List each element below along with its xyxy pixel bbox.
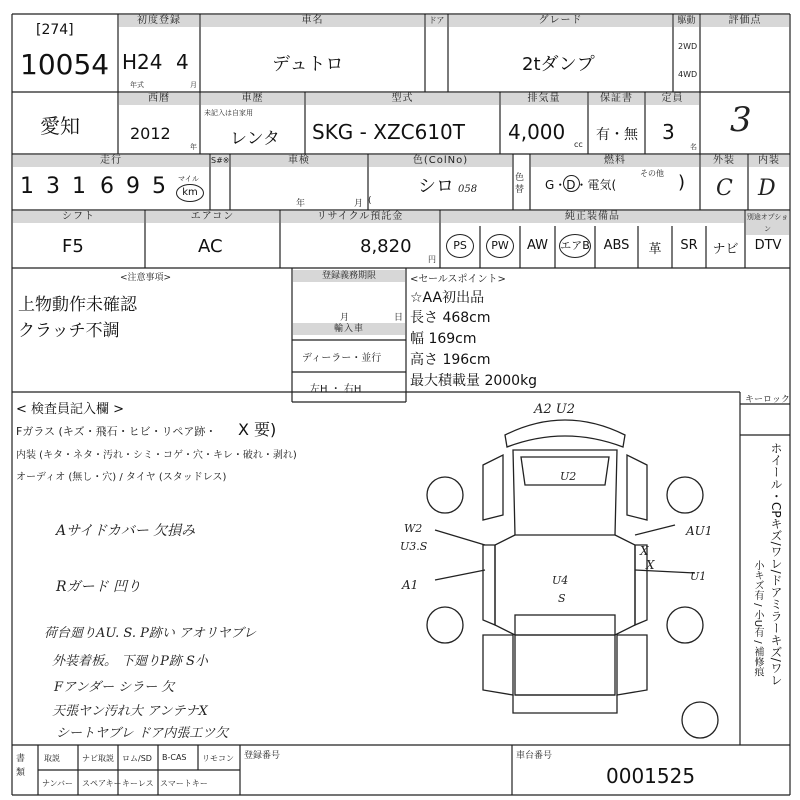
equip-airbag (556, 234, 594, 258)
reg-no-label: 登録番号 (244, 751, 281, 761)
equip-navi: ナビ (712, 242, 739, 257)
footer-item-2: ナビ取説 (82, 754, 114, 763)
fuel-diesel-circle (563, 175, 580, 192)
mileage-digit-5: 9 (126, 174, 140, 199)
hand-note-1: Aサイドカバー 欠損み (56, 523, 196, 539)
warranty-label: 保証書 (589, 93, 644, 105)
model: SKG - XZC610T (312, 120, 465, 144)
shift: F5 (62, 236, 84, 257)
cc-label: cc (574, 140, 583, 149)
recycle-fee: 8,820 (360, 236, 412, 257)
score-label: 評価点 (701, 15, 789, 27)
footer-item-5: リモコン (202, 754, 234, 763)
capacity: 3 (662, 120, 675, 144)
caution-label: <注意事項> (120, 273, 172, 283)
reg-month: 月 (340, 313, 350, 323)
drive-label: 駆動 (674, 15, 699, 27)
footer-side-label: 書類 (16, 754, 26, 778)
inspection-label: 車検 (231, 155, 367, 167)
equipment-label: 純正装備品 (441, 211, 744, 223)
diag-mark-4: U3.S (400, 540, 428, 553)
hand-note-6: 天張ヤン汚れ大 アンテナX (52, 704, 208, 719)
exterior: C (716, 176, 733, 201)
door-label: ドア (426, 15, 447, 27)
model-year-label: 西暦 (119, 93, 199, 105)
equip-abs: ABS (603, 238, 630, 253)
displacement-label: 排気量 (501, 93, 587, 105)
equip-dtv: DTV (754, 238, 782, 253)
model-year: 2012 (130, 124, 171, 143)
color-label: 色(ColNo) (369, 155, 512, 167)
lot-number: 10054 (20, 48, 110, 81)
lot-code: [274] (36, 22, 74, 38)
chassis-label: 車台番号 (516, 751, 553, 761)
diag-mark-6: AU1 (686, 524, 713, 538)
mileage-digit-6: 5 (152, 174, 166, 199)
caution-line-2: クラッチ不調 (18, 321, 120, 341)
sales-line-1: ☆AA初出品 (410, 290, 485, 306)
diag-mark-9: U1 (690, 570, 707, 583)
hand-note-7: シートヤブレ ドア内張工ツ欠 (56, 726, 229, 741)
recycle-yen: 円 (428, 255, 436, 264)
import-label: 輸入車 (293, 323, 405, 335)
color-code: 058 (458, 184, 478, 195)
inspection-month: 月 (354, 199, 364, 209)
mileage-digit-4: 6 (100, 174, 114, 199)
mileage-label: 走行 (13, 155, 209, 167)
equip-pw-circle: PW (486, 234, 514, 258)
reg-label: 登録義務期限 (293, 270, 405, 282)
equip-ps (441, 234, 479, 258)
ac: AC (198, 236, 223, 257)
hand-note-2: Rガード 凹り (56, 579, 141, 595)
color-change-label: 色替 (515, 173, 525, 195)
side-small-text: 小キズ有 / 小U有 / 補修痕 (752, 560, 763, 677)
color-open-paren: ( (368, 196, 372, 206)
hand-note-5: Fアンダー シラー 欠 (54, 680, 175, 695)
car-name: デュトロ (272, 54, 344, 75)
hand-note-4: 外装着板。 下廻りP跡 S小 (52, 654, 208, 669)
mileage-digit-2: 3 (46, 174, 60, 199)
region: 愛知 (40, 114, 80, 138)
diag-mark-7: X (640, 544, 649, 558)
model-label: 型式 (306, 93, 499, 105)
score-value: 3 (730, 100, 752, 140)
key-label: キーロック (745, 395, 790, 405)
warranty: 有・無 (596, 127, 638, 143)
year-label: 年式 (130, 81, 144, 89)
recycle-label: リサイクル預託金 (281, 211, 439, 223)
diag-mark-10: U4 (552, 574, 569, 587)
fglass-line: Fガラス (キズ・飛石・ヒビ・リペア跡・ (16, 425, 217, 438)
interior-label: 内装 (749, 155, 789, 167)
grade-label: グレード (449, 15, 672, 27)
reg-day: 日 (394, 313, 404, 323)
sales-line-2: 長さ 468cm (410, 310, 491, 326)
footer-item-4: B-CAS (162, 753, 187, 762)
sales-line-4: 高さ 196cm (410, 352, 491, 368)
color: シロ (418, 176, 454, 197)
month-label: 月 (190, 81, 197, 89)
usage: レンタ (230, 129, 280, 149)
fuel: G・D・電気( (545, 178, 617, 192)
first-reg-label: 初度登録 (119, 15, 199, 27)
footer-item-3: ロム/SD (122, 754, 152, 763)
mileage-digit-1: 1 (20, 174, 34, 199)
inspection-year: 年 (296, 199, 306, 209)
equip-aw: AW (526, 238, 549, 253)
sales-label: <セールスポイント> (410, 274, 506, 285)
steering: 左H ・ 右H (310, 384, 362, 395)
s-label: S#※ (211, 156, 230, 165)
mileage-unit-text: km (182, 187, 198, 198)
mileage-unit (176, 184, 204, 202)
fglass-mark: X 要) (238, 420, 277, 439)
equip-airbag-circle: エアB (559, 234, 591, 258)
grade: 2tダンプ (522, 54, 595, 75)
ac-label: エアコン (146, 211, 279, 223)
option-label: 別途オプション (746, 213, 789, 233)
fuel-label: 燃料 (531, 155, 699, 167)
equip-ps-circle: PS (446, 234, 474, 258)
fuel-close: ) (678, 172, 686, 193)
equip-pw (481, 234, 519, 258)
inspector-title: < 検査員記入欄 > (16, 402, 125, 417)
side-vertical-text: ホイール・CPキズ/ワレ/ドアミラーキズ/ワレ (769, 442, 783, 686)
caution-line-1: 上物動作未確認 (18, 295, 137, 315)
first-reg-era: H24 (122, 50, 163, 74)
equip-sr: SR (680, 238, 698, 253)
year-unit: 年 (190, 143, 197, 151)
diag-mark-1: A2 U2 (534, 402, 576, 417)
diag-mark-8: X (646, 558, 655, 572)
audio-line: オーディオ (無し・穴) / タイヤ (スタッドレス) (16, 472, 227, 483)
sales-line-5: 最大積載量 2000kg (410, 373, 538, 389)
first-reg-month: 4 (176, 50, 189, 74)
usage-label: 車歴 (201, 93, 304, 105)
footer-item-8: キーレス (122, 779, 154, 788)
shift-label: シフト (13, 211, 144, 223)
footer-item-6: ナンバー (42, 779, 74, 788)
capacity-label: 定員 (646, 93, 699, 105)
equip-leather: 革 (648, 242, 662, 257)
mileage-digit-3: 1 (72, 174, 86, 199)
diag-mark-2: U2 (560, 470, 577, 483)
diag-mark-3: W2 (404, 522, 423, 535)
interior-line: 内装 (キタ・ネタ・汚れ・シミ・コゲ・穴・キレ・破れ・剥れ) (16, 450, 297, 461)
truck-diagram (395, 395, 735, 740)
drive-4wd: 4WD (678, 70, 698, 79)
drive-2wd: 2WD (678, 42, 698, 51)
usage-note: 未記入は自家用 (204, 109, 253, 117)
diag-mark-5: A1 (402, 578, 419, 592)
footer-item-1: 取説 (44, 754, 60, 763)
footer-item-7: スペアキー (82, 779, 122, 788)
displacement: 4,000 (508, 120, 566, 144)
hand-note-3: 荷台廻りAU. S. P跡い アオリヤブレ (44, 626, 257, 641)
sales-line-3: 幅 169cm (410, 331, 477, 347)
capacity-unit: 名 (690, 143, 697, 151)
diag-mark-11: S (558, 592, 566, 605)
car-name-label: 車名 (201, 15, 424, 27)
footer-item-9: スマートキー (160, 779, 208, 788)
fuel-other: その他 (640, 169, 664, 178)
exterior-label: 外装 (701, 155, 747, 167)
mileage-unit-alt: マイル (178, 175, 199, 183)
chassis-number: 0001525 (606, 764, 696, 788)
dealer-label: ディーラー・並行 (302, 353, 382, 364)
interior: D (758, 176, 776, 201)
